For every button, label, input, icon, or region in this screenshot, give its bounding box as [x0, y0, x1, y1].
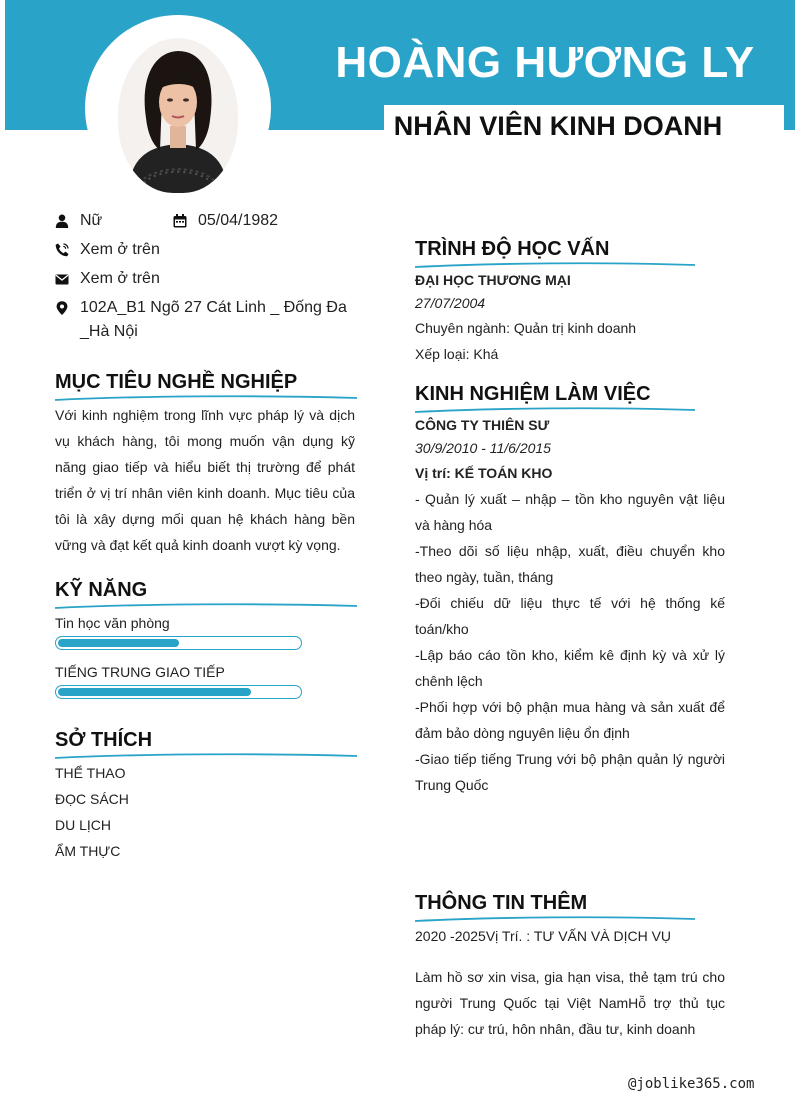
objective-heading: MỤC TIÊU NGHỀ NGHIỆP	[55, 371, 298, 393]
skill-bar-fill	[58, 639, 179, 647]
phone-icon	[55, 243, 69, 257]
skill-bar	[55, 685, 302, 699]
experience-underline	[415, 406, 695, 414]
envelope-icon	[55, 272, 69, 286]
address-value: 102A_B1 Ngõ 27 Cát Linh _ Đống Đa _Hà Nội	[80, 299, 347, 340]
phone-value: Xem ở trên	[80, 241, 160, 258]
hobby-item: THỂ THAO	[55, 765, 126, 781]
additional-text: Làm hồ sơ xin visa, gia hạn visa, thẻ tạm trú cho người Trung Quốc tại Việt NamHỗ trợ thủ tục pháp lý: cư trú, hôn nhân, đầu tư, kinh doanh	[415, 969, 725, 1037]
additional-line: 2020 -2025Vị Trí. : TƯ VẤN VÀ DỊCH VỤ	[415, 928, 672, 944]
hobby-item: ẨM THỰC	[55, 843, 121, 859]
calendar-icon	[173, 214, 187, 228]
hobby-item: DU LỊCH	[55, 817, 112, 833]
hobby-item: ĐỌC SÁCH	[55, 791, 129, 807]
birthdate-value: 05/04/1982	[198, 212, 279, 229]
person-icon	[55, 214, 69, 228]
duty-item: -Lập báo cáo tồn kho, kiểm kê định kỳ và xử lý chênh lệch	[415, 647, 725, 689]
skills-heading: KỸ NĂNG	[55, 579, 148, 601]
education-rank: Xếp loại: Khá	[415, 346, 499, 362]
job-title-box	[384, 105, 784, 153]
experience-duties	[415, 486, 725, 798]
candidate-name: HOÀNG HƯƠNG LY	[335, 38, 755, 87]
watermark: @joblike365.com	[628, 1076, 755, 1092]
gender-value: Nữ	[80, 212, 103, 229]
skill-bar	[55, 636, 302, 650]
duty-item: - Quản lý xuất – nhập – tồn kho nguyên vật liệu và hàng hóa	[415, 491, 725, 533]
hobbies-heading: SỞ THÍCH	[55, 729, 153, 751]
duty-item: -Theo dõi số liệu nhập, xuất, điều chuyển kho theo ngày, tuần, tháng	[415, 543, 725, 585]
additional-heading: THÔNG TIN THÊM	[415, 892, 588, 914]
duty-item: -Đối chiếu dữ liệu thực tế với hệ thống kế toán/kho	[415, 595, 725, 637]
education-heading: TRÌNH ĐỘ HỌC VẤN	[415, 238, 610, 260]
experience-position: Vị trí: KẾ TOÁN KHO	[415, 465, 553, 481]
job-title: NHÂN VIÊN KINH DOANH	[393, 111, 723, 141]
skills-underline	[55, 603, 357, 611]
education-major: Chuyên ngành: Quản trị kinh doanh	[415, 320, 637, 336]
education-date: 27/07/2004	[415, 295, 486, 311]
skill-bar-fill	[58, 688, 251, 696]
additional-underline	[415, 915, 695, 923]
duty-item: -Giao tiếp tiếng Trung với bộ phận quản lý người Trung Quốc	[415, 751, 725, 793]
skill-name: TIẾNG TRUNG GIAO TIẾP	[55, 664, 225, 680]
experience-heading: KINH NGHIỆM LÀM VIỆC	[415, 383, 651, 405]
education-underline	[415, 261, 695, 269]
profile-photo	[118, 38, 238, 193]
location-pin-icon	[55, 301, 69, 315]
experience-company: CÔNG TY THIÊN SƯ	[415, 417, 550, 433]
skill-name: Tin học văn phòng	[55, 615, 170, 631]
duty-item: -Phối hợp với bộ phận mua hàng và sản xuất để đảm bảo dòng nguyên liệu ổn định	[415, 699, 725, 741]
hobbies-underline	[55, 753, 357, 761]
experience-period: 30/9/2010 - 11/6/2015	[415, 440, 551, 456]
objective-text: Với kinh nghiệm trong lĩnh vực pháp lý và dịch vụ khách hàng, tôi mong muốn vận dụng kỹ năng giao tiếp và hiểu biết thị trường để phát triển ở vị trí nhân viên kinh doanh. Mục tiêu của tôi là xây dựng mối quan hệ khách hàng bền vững và đạt kết quả kinh doanh vượt kỳ vọng.	[55, 407, 355, 553]
education-school: ĐẠI HỌC THƯƠNG MẠI	[415, 272, 571, 288]
email-value: Xem ở trên	[80, 270, 160, 287]
